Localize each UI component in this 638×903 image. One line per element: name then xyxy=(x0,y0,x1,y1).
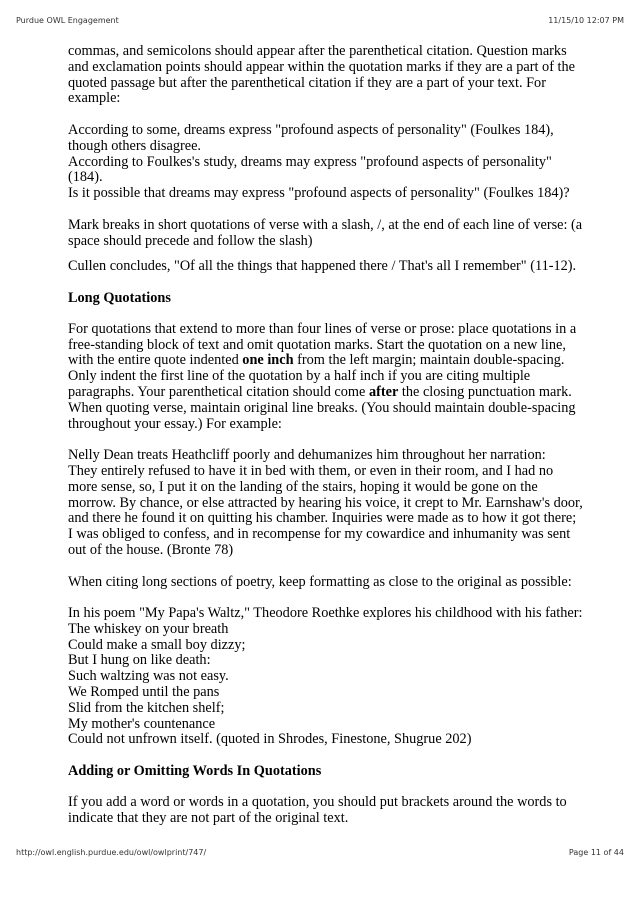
nelly-dean-quote: They entirely refused to have it in bed with them, or even in their room, and I had no more sense, so, I put it on the landing of the stairs, hoping it would be gone on the morrow. By chance, or else attracted by hearing his voice, it crept to Mr. Earnshaw's door, and there he found it on quitting his chamber. Inquiries were made as to how it got there; I was obliged to confess, and in recompense for my cowardice and inhumanity was sent out of the house. (Bronte 78) xyxy=(68,462,583,558)
poem-line: The whiskey on your breath xyxy=(68,620,229,637)
emphasis-one-inch: one inch xyxy=(242,352,294,369)
header-datetime: 11/15/10 12:07 PM xyxy=(548,16,624,25)
example-2: According to Foulkes's study, dreams may express "profound aspects of personality" (184). xyxy=(68,153,552,186)
paragraph-punctuation: commas, and semicolons should appear after the parenthetical citation. Question marks and exclamation points should appear within the quotation marks if they are a part of the quoted passage but after the parenthetical citation if they are a part of your text. For example: xyxy=(68,43,575,107)
poem-line: My mother's countenance xyxy=(68,715,216,732)
poem-line: Could not unfrown itself. (quoted in Shrodes, Finestone, Shugrue 202) xyxy=(68,731,472,748)
paragraph-long-quotation-rules xyxy=(68,322,583,433)
poem-line: We Romped until the pans xyxy=(68,684,220,701)
paragraph-verse-slash: Mark breaks in short quotations of verse with a slash, /, at the end of each line of verse: (a space should precede and follow the slash) xyxy=(68,216,583,249)
text-segment: from the left margin; maintain double-spacing. Only indent the first line of the quotation by a half inch if you are citing multiple paragraphs. Your parenthetical citation should come xyxy=(68,352,565,400)
text-segment: For quotations that extend to more than four lines of verse or prose: place quotations in a free-standing block of text and omit quotation marks. Start the quotation on a new line, with the entire quote indented xyxy=(68,320,577,369)
poem-line: Slid from the kitchen shelf; xyxy=(68,699,225,716)
paragraph-poetry-formatting: When citing long sections of poetry, keep formatting as close to the original as possible: xyxy=(68,573,572,590)
poem-line: But I hung on like death: xyxy=(68,652,211,669)
footer-url: http://owl.english.purdue.edu/owl/owlprint/747/ xyxy=(16,848,207,857)
example-3: Is it possible that dreams may express "profound aspects of personality" (Foulkes 184)? xyxy=(68,185,570,202)
poem-example xyxy=(68,606,583,748)
emphasis-after: after xyxy=(368,383,399,400)
poem-line: Could make a small boy dizzy; xyxy=(68,636,246,653)
paragraph-cullen-example: Cullen concludes, "Of all the things that happened there / That's all I remember" (11-12). xyxy=(68,258,577,275)
footer-page-number: Page 11 of 44 xyxy=(568,848,624,857)
poem-line: Such waltzing was not easy. xyxy=(68,668,229,685)
example-block xyxy=(68,123,583,202)
poem-line: In his poem "My Papa's Waltz," Theodore Roethke explores his childhood with his father: xyxy=(68,605,583,622)
heading-adding-omitting: Adding or Omitting Words In Quotations xyxy=(68,763,322,780)
example-1: According to some, dreams express "profound aspects of personality" (Foulkes 184), though others disagree. xyxy=(68,121,554,154)
text-segment: the closing punctuation mark. When quoting verse, maintain original line breaks. (You should maintain double-spacing throughout your essay.) For example: xyxy=(68,383,576,432)
header-site-title: Purdue OWL Engagement xyxy=(16,16,119,25)
page-content xyxy=(68,44,583,842)
heading-long-quotations: Long Quotations xyxy=(68,289,171,306)
paragraph-brackets: If you add a word or words in a quotation, you should put brackets around the words to indicate that they are not part of the original text. xyxy=(68,793,567,826)
nelly-dean-intro: Nelly Dean treats Heathcliff poorly and dehumanizes him throughout her narration: xyxy=(68,447,546,464)
nelly-dean-example xyxy=(68,448,583,559)
